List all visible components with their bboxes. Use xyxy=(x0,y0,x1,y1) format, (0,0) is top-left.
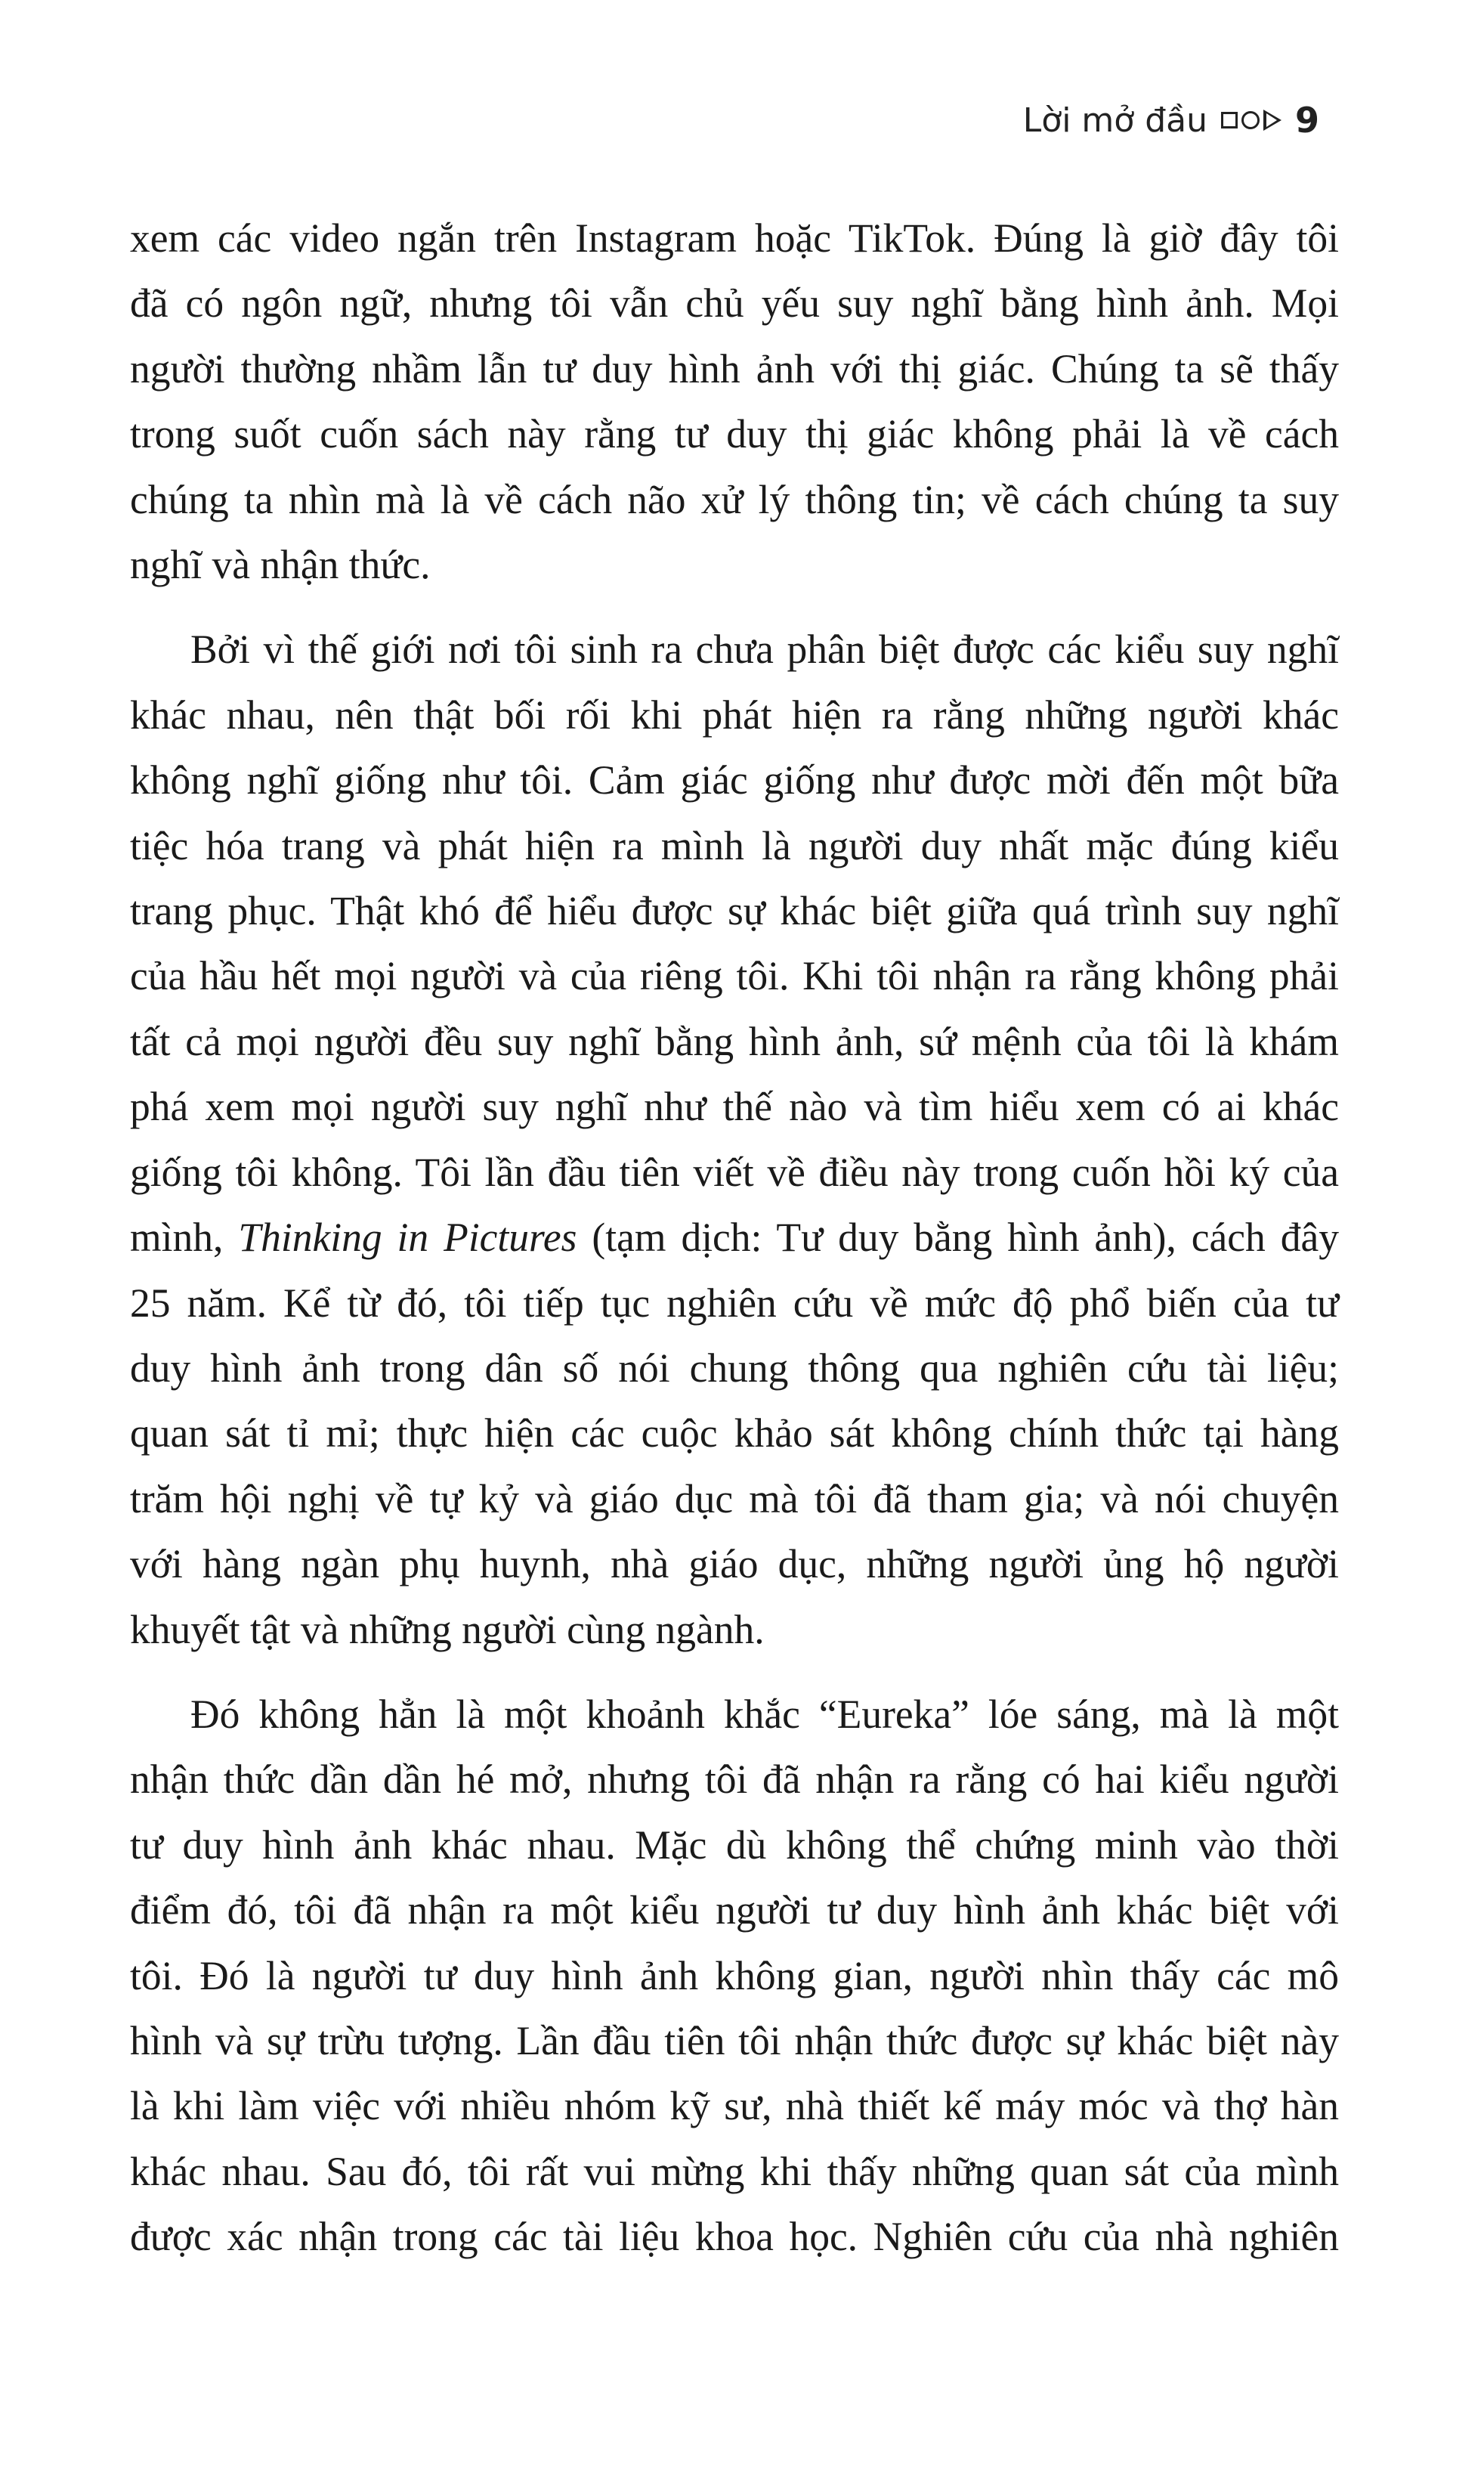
text-line: điểm đó, tôi đã nhận ra một kiểu người tư duy hình ảnh khác biệt với xyxy=(130,1887,1339,1933)
text-line: nghĩ và nhận thức. xyxy=(130,542,431,588)
text-line: với hàng ngàn phụ huynh, nhà giáo dục, những người ủng hộ người xyxy=(130,1541,1339,1587)
text-line: hình và sự trừu tượng. Lần đầu tiên tôi nhận thức được sự khác biệt này xyxy=(130,2017,1339,2063)
page-number: 9 xyxy=(1294,100,1319,141)
circle-icon xyxy=(1241,111,1260,129)
text-line: duy hình ảnh trong dân số nói chung thông qua nghiên cứu tài liệu; xyxy=(130,1345,1339,1391)
text-line: giống tôi không. Tôi lần đầu tiên viết về điều này trong cuốn hồi ký của xyxy=(130,1149,1339,1195)
text-line: của hầu hết mọi người và của riêng tôi. Khi tôi nhận ra rằng không phải xyxy=(130,953,1339,999)
text-line: Bởi vì thế giới nơi tôi sinh ra chưa phân biệt được các kiểu suy nghĩ xyxy=(190,627,1339,673)
paragraph-1 xyxy=(130,206,1339,597)
body-text xyxy=(130,206,1339,2285)
text-line: tất cả mọi người đều suy nghĩ bằng hình ảnh, sứ mệnh của tôi là khám xyxy=(130,1018,1339,1064)
text-line: phá xem mọi người suy nghĩ như thế nào và tìm hiểu xem có ai khác xyxy=(130,1084,1339,1130)
chapter-title: Lời mở đầu xyxy=(1022,101,1207,140)
text-line: là khi làm việc với nhiều nhóm kỹ sư, nhà thiết kế máy móc và thợ hàn xyxy=(130,2083,1339,2129)
text-line: 25 năm. Kể từ đó, tôi tiếp tục nghiên cứu về mức độ phổ biến của tư xyxy=(130,1280,1339,1326)
paragraph-3 xyxy=(130,1682,1339,2270)
text-line: đã có ngôn ngữ, nhưng tôi vẫn chủ yếu suy nghĩ bằng hình ảnh. Mọi xyxy=(130,280,1339,327)
text-line: khuyết tật và những người cùng ngành. xyxy=(130,1606,765,1652)
running-header xyxy=(1023,100,1319,141)
text-line: người thường nhầm lẫn tư duy hình ảnh với thị giác. Chúng ta sẽ thấy xyxy=(130,345,1339,392)
header-ornament xyxy=(1221,110,1281,131)
text-line: trang phục. Thật khó để hiểu được sự khác biệt giữa quá trình suy nghĩ xyxy=(130,888,1339,934)
text-line: mình, Thinking in Pictures (tạm dịch: Tư duy bằng hình ảnh), cách đây xyxy=(130,1215,1339,1261)
text-line: được xác nhận trong các tài liệu khoa học. Nghiên cứu của nhà nghiên xyxy=(130,2214,1339,2260)
text-line: tiệc hóa trang và phát hiện ra mình là người duy nhất mặc đúng kiểu xyxy=(130,822,1339,868)
square-icon xyxy=(1221,112,1238,128)
text-line: khác nhau, nên thật bối rối khi phát hiện ra rằng những người khác xyxy=(130,692,1339,738)
book-title: Thinking in Pictures xyxy=(238,1215,577,1261)
text-line: trong suốt cuốn sách này rằng tư duy thị giác không phải là về cách xyxy=(130,411,1339,457)
text-line: trăm hội nghị về tự kỷ và giáo dục mà tôi đã tham gia; và nói chuyện xyxy=(130,1475,1339,1521)
paragraph-2 xyxy=(130,617,1339,1662)
text-line: khác nhau. Sau đó, tôi rất vui mừng khi thấy những quan sát của mình xyxy=(130,2148,1339,2194)
triangle-icon xyxy=(1263,110,1281,131)
text-line: xem các video ngắn trên Instagram hoặc TikTok. Đúng là giờ đây tôi xyxy=(130,215,1339,261)
text-line: tư duy hình ảnh khác nhau. Mặc dù không thể chứng minh vào thời xyxy=(130,1822,1339,1868)
text-line: không nghĩ giống như tôi. Cảm giác giống như được mời đến một bữa xyxy=(130,757,1339,803)
text-line: chúng ta nhìn mà là về cách não xử lý thông tin; về cách chúng ta suy xyxy=(130,476,1339,522)
text-line: tôi. Đó là người tư duy hình ảnh không gian, người nhìn thấy các mô xyxy=(130,1952,1339,1998)
text-line: Đó không hẳn là một khoảnh khắc “Eureka” lóe sáng, mà là một xyxy=(190,1691,1339,1737)
text-line: quan sát tỉ mỉ; thực hiện các cuộc khảo sát không chính thức tại hàng xyxy=(130,1410,1339,1456)
text-line: nhận thức dần dần hé mở, nhưng tôi đã nhận ra rằng có hai kiểu người xyxy=(130,1757,1339,1803)
